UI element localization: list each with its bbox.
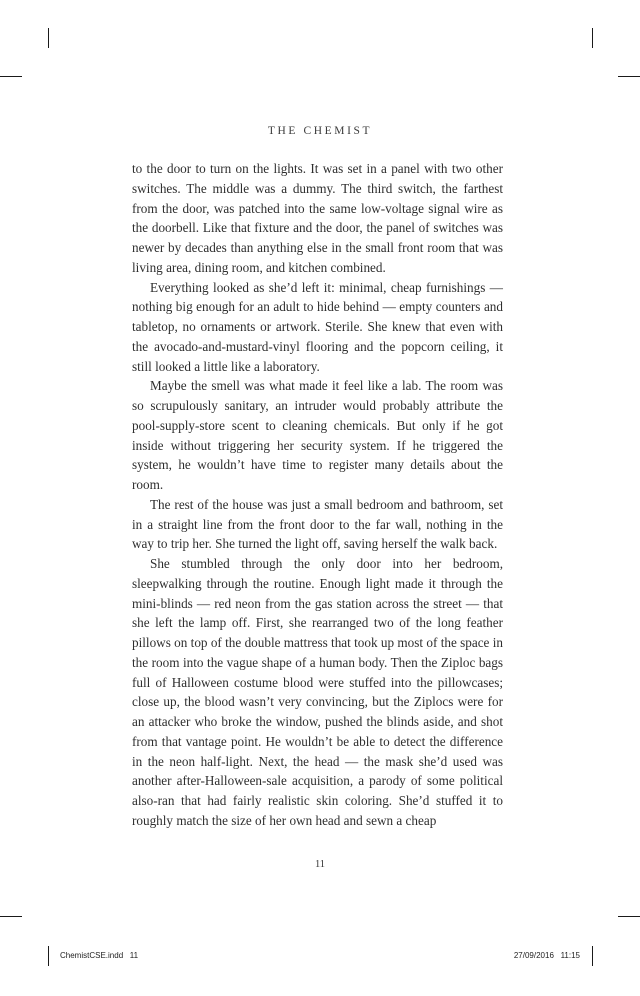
crop-mark-top-left-h <box>0 76 22 77</box>
paragraph: Maybe the smell was what made it feel like a lab. The room was so scrupulously sanitary, an intruder would probably attribute the pool-supply-store scent to cleaning chemicals. But only if he got inside without triggering her security system. If he triggered the system, he wouldn’t have time to register many details about the room. <box>132 378 503 492</box>
crop-mark-top-right <box>592 28 593 48</box>
slug-file-name: ChemistCSE.indd 11 <box>60 951 139 960</box>
paragraph: The rest of the house was just a small bedroom and bathroom, set in a straight line from the front door to the far wall, nothing in the way to trip her. She turned the light off, saving herself the walk back. <box>132 496 503 552</box>
paragraph: She stumbled through the only door into her bedroom, sleepwalking through the routine. Enough light made it through the mini-blinds — red neon from the gas station across the street — that she left the lamp off. First, she rearranged two of the long feather pillows on top of the double mattress that took up most of the space in the room into the vague shape of a human body. Then the Ziploc bags full of Halloween costume blood were stuffed into the pillowcases; close up, the blood wasn’t very convincing, but the Ziplocs were for an attacker who broke the window, pushed the blinds aside, and shot from that vantage point. He wouldn’t be able to detect the difference in the neon half-light. Next, the head — the mask she’d used was another after-Halloween-sale acquisition, a parody of some political also-ran that had fairly realistic skin coloring. She’d stuffed it to roughly match the size of her own head and sewn a cheap <box>132 556 503 828</box>
paragraph: to the door to turn on the lights. It was set in a panel with two other switches. The middle was a dummy. The third switch, the farthest from the door, was patched into the same low-voltage signal wire as the doorbell. Like that fixture and the door, the panel of switches was newer by decades than anything else in the small front room that was living area, dining room, and kitchen combined. <box>132 161 503 275</box>
crop-mark-bottom-right-h <box>618 916 640 917</box>
running-head: THE CHEMIST <box>267 125 373 137</box>
crop-mark-bottom-left <box>48 946 49 966</box>
crop-mark-bottom-right <box>592 946 593 966</box>
body-text <box>132 159 503 831</box>
slug-timestamp: 27/09/2016 11:15 <box>513 951 580 960</box>
page-number: 11 <box>314 859 326 870</box>
crop-mark-bottom-left-h <box>0 916 22 917</box>
crop-mark-top-left <box>48 28 49 48</box>
crop-mark-top-right-h <box>618 76 640 77</box>
paragraph: Everything looked as she’d left it: minimal, cheap furnishings — nothing big enough for an adult to hide behind — empty counters and tabletop, no ornaments or artwork. Sterile. She knew that even with the avocado-and-mustard-vinyl flooring and the popcorn ceiling, it still looked a little like a laboratory. <box>132 279 503 374</box>
